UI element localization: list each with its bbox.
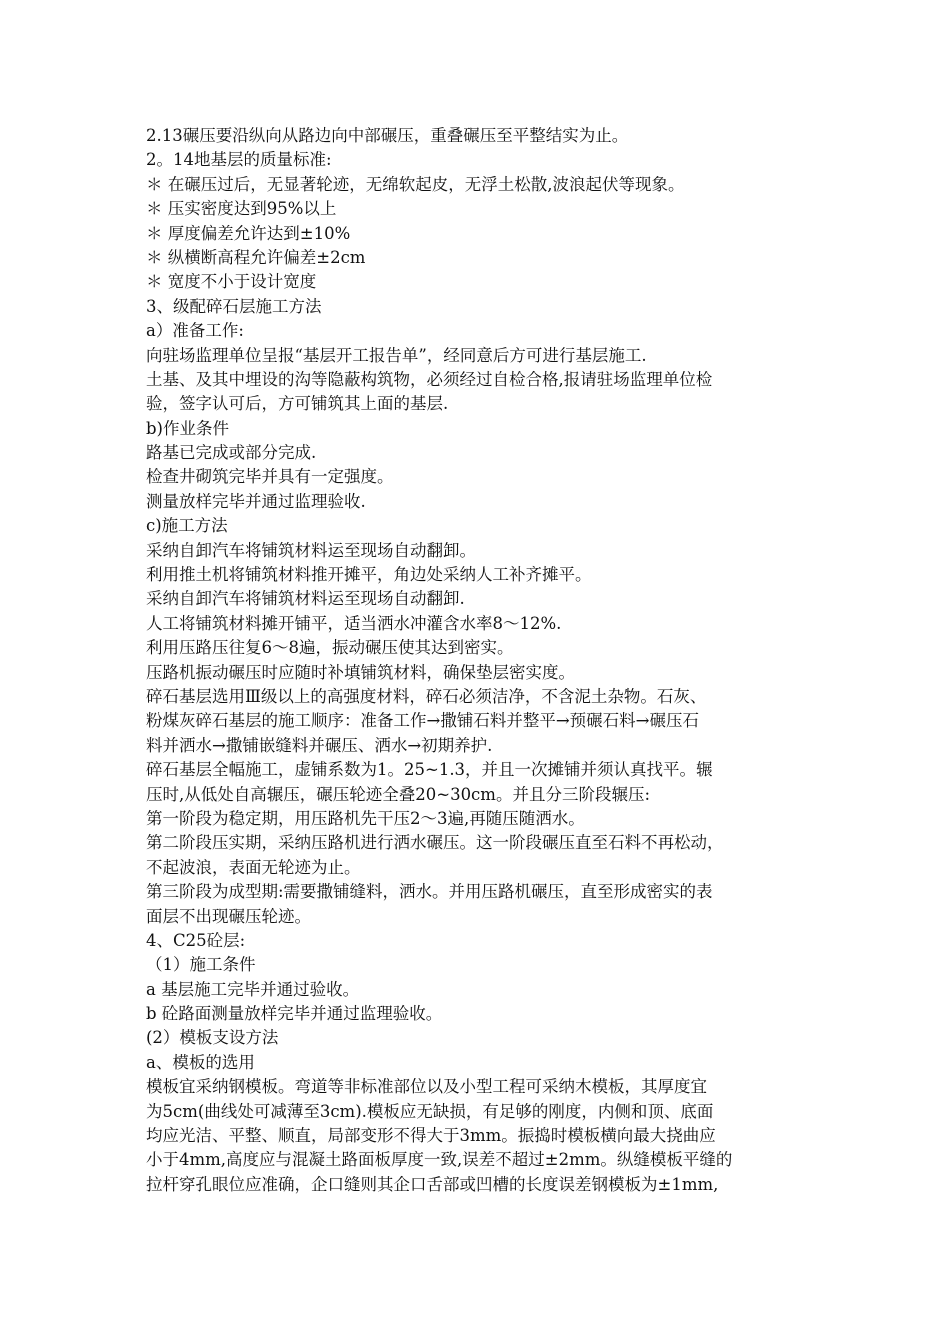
text-line: 面层不出现碾压轮迹。	[146, 906, 311, 926]
text-line: ＊ 宽度不小于设计宽度	[146, 272, 317, 292]
text-line: 采纳自卸汽车将铺筑材料运至现场自动翻卸。	[146, 540, 476, 560]
text-line: 模板宜采纳钢模板。弯道等非标准部位以及小型工程可采纳木模板，其厚度宜	[146, 1077, 707, 1097]
text-line: 检查井砌筑完毕并具有一定强度。	[146, 467, 394, 487]
text-line: 路基已完成或部分完成.	[146, 443, 317, 463]
text-line: 为5cm(曲线处可减薄至3cm).模板应无缺损，有足够的刚度，内侧和顶、底面	[146, 1101, 714, 1121]
text-line: 人工将铺筑材料摊开铺平，适当洒水冲灌含水率8～12%.	[146, 613, 562, 633]
subsection-heading: a）准备工作:	[146, 321, 244, 341]
text-line: ＊ 在碾压过后，无显著轮迹，无绵软起皮，无浮土松散,波浪起伏等现象。	[146, 174, 685, 194]
text-line: 第三阶段为成型期:需要撒铺缝料，洒水。并用压路机碾压，直至形成密实的表	[146, 882, 713, 902]
text-line: 拉杆穿孔眼位应准确，企口缝则其企口舌部或凹槽的长度误差钢模板为±1mm,	[146, 1174, 719, 1194]
text-line: 碎石基层选用Ⅲ级以上的高强度材料，碎石必须洁净，不含泥土杂物。石灰、	[146, 686, 707, 706]
text-line: 压时,从低处自高辗压，碾压轮迹全叠20~30cm。并且分三阶段辗压:	[146, 784, 651, 804]
text-line: 料并洒水→撒铺嵌缝料并碾压、洒水→初期养护.	[146, 735, 493, 755]
text-line: 均应光洁、平整、顺直，局部变形不得大于3mm。振捣时模板横向最大挠曲应	[146, 1126, 716, 1146]
subsection-heading: (2）模板支设方法	[146, 1028, 279, 1048]
text-line: 小于4mm,高度应与混凝土路面板厚度一致,误差不超过±2mm。纵缝模板平缝的	[146, 1150, 733, 1170]
text-line: 不起波浪，表面无轮迹为止。	[146, 857, 361, 877]
document-body	[146, 124, 826, 1197]
text-line: 第一阶段为稳定期，用压路机先干压2～3遍,再随压随洒水。	[146, 808, 585, 828]
text-line: 2.13碾压要沿纵向从路边向中部碾压，重叠碾压至平整结实为止。	[146, 126, 629, 145]
subsection-heading: a、模板的选用	[146, 1052, 255, 1072]
text-line: 压路机振动碾压时应随时补填铺筑材料，确保垫层密实度。	[146, 662, 575, 682]
text-line: 验，签字认可后，方可铺筑其上面的基层.	[146, 394, 449, 414]
text-line: 第二阶段压实期，采纳压路机进行洒水碾压。这一阶段碾压直至石料不再松动，	[146, 833, 724, 853]
text-line: 碎石基层全幅施工，虚铺系数为1。25~1.3，并且一次摊铺并须认真找平。辗	[146, 760, 713, 780]
text-line: 粉煤灰碎石基层的施工顺序：准备工作→撒铺石料并整平→预碾石料→碾压石	[146, 711, 699, 731]
text-line: 利用推土机将铺筑材料推开摊平，角边处采纳人工补齐摊平。	[146, 565, 592, 585]
text-line: 土基、及其中埋设的沟等隐蔽构筑物，必须经过自检合格,报请驻场监理单位检	[146, 369, 713, 389]
text-line: 采纳自卸汽车将铺筑材料运至现场自动翻卸.	[146, 589, 465, 609]
section-heading: 3、级配碎石层施工方法	[146, 296, 322, 316]
text-line: a 基层施工完毕并通过验收。	[146, 979, 360, 999]
subsection-heading: （1）施工条件	[146, 955, 256, 975]
text-line: b 砼路面测量放样完毕并通过监理验收。	[146, 1004, 443, 1024]
section-heading: 4、C25砼层:	[146, 930, 246, 950]
text-line: 利用压路压往复6～8遍，振动碾压使其达到密实。	[146, 638, 514, 658]
text-line: 测量放样完毕并通过监理验收.	[146, 491, 366, 511]
subsection-heading: c)施工方法	[146, 516, 228, 536]
text-line: 向驻场监理单位呈报“基层开工报告单”，经同意后方可进行基层施工.	[146, 345, 647, 365]
text-line: ＊ 厚度偏差允许达到±10%	[146, 223, 351, 243]
text-line: 2。14地基层的质量标准:	[146, 150, 332, 170]
text-line: ＊ 压实密度达到95%以上	[146, 199, 337, 219]
text-line: ＊ 纵横断高程允许偏差±2cm	[146, 247, 366, 267]
subsection-heading: b)作业条件	[146, 418, 229, 438]
